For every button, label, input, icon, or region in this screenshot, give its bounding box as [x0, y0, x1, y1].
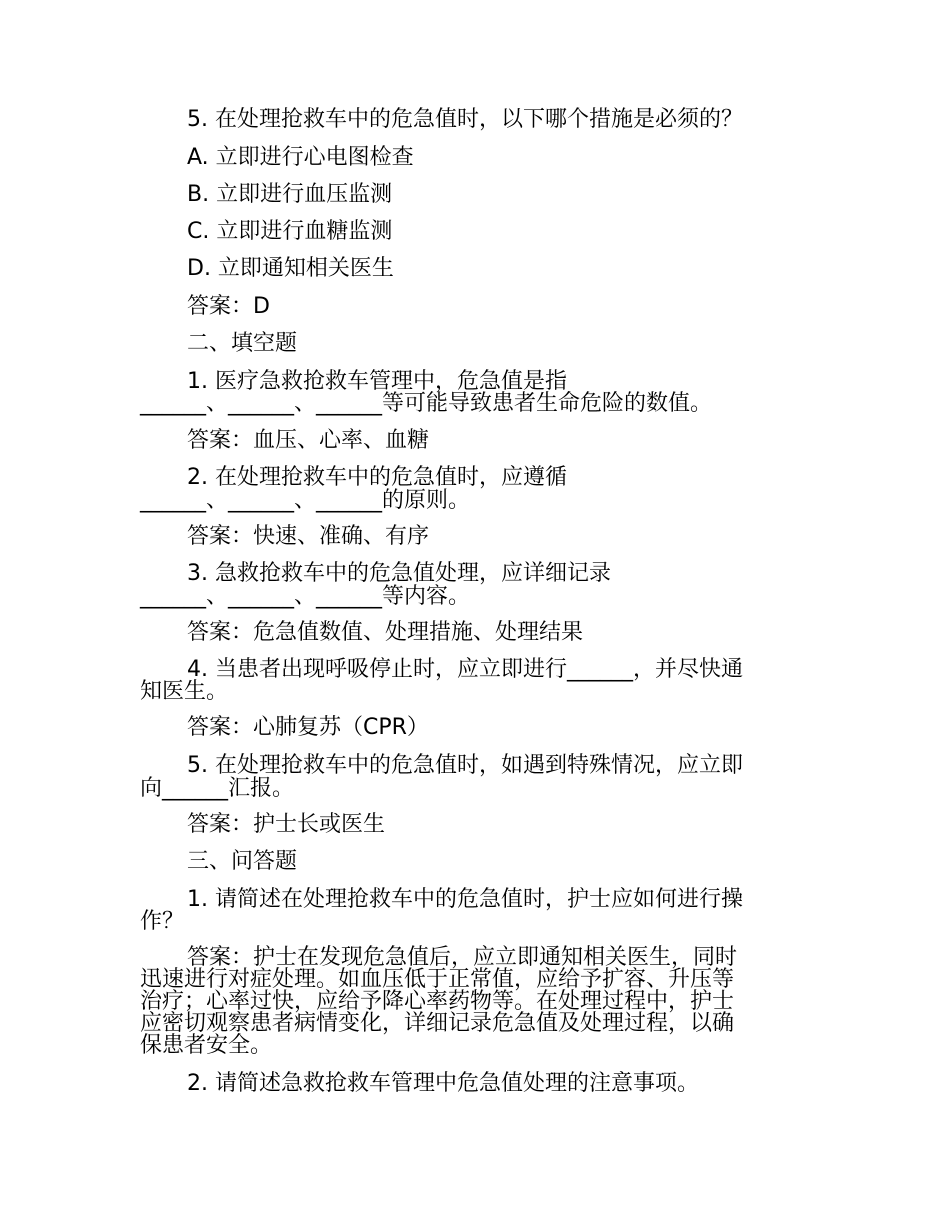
fill-question-5: 5. 在处理抢救车中的危急值时，如遇到特殊情况，应立即 — [187, 753, 743, 778]
essay-answer-line-4: 应密切观察患者病情变化，详细记录危急值及处理过程，以确 — [140, 1011, 735, 1036]
essay-question-2: 2. 请简述急救抢救车管理中危急值处理的注意事项。 — [187, 1071, 699, 1096]
answer-text: 答案：D — [187, 294, 270, 319]
fill-answer-4: 答案：心肺复苏（CPR） — [187, 715, 429, 740]
essay-answer-line-1: 答案：护士在发现危急值后，应立即通知相关医生，同时 — [187, 945, 738, 970]
option-b: B. 立即进行血压监测 — [187, 182, 393, 207]
section-heading-fill-blank: 二、填空题 — [187, 331, 298, 356]
fill-question-2: 2. 在处理抢救车中的危急值时，应遵循 — [187, 465, 567, 490]
fill-question-1-continued: ______、______、______等可能导致患者生命危险的数值。 — [140, 391, 713, 416]
fill-question-4: 4. 当患者出现呼吸停止时，应立即进行______，并尽快通 — [187, 657, 743, 682]
fill-answer-2: 答案：快速、准确、有序 — [187, 524, 430, 549]
essay-answer-line-5: 保患者安全。 — [140, 1033, 273, 1058]
fill-answer-5: 答案：护士长或医生 — [187, 812, 386, 837]
option-a: A. 立即进行心电图检查 — [187, 145, 414, 170]
fill-answer-3: 答案：危急值数值、处理措施、处理结果 — [187, 620, 584, 645]
fill-question-5-continued: 向______汇报。 — [140, 776, 295, 801]
option-d: D. 立即通知相关医生 — [187, 256, 394, 281]
fill-question-3-continued: ______、______、______等内容。 — [140, 584, 471, 609]
essay-answer-line-2: 迅速进行对症处理。如血压低于正常值，应给予扩容、升压等 — [140, 967, 735, 992]
fill-question-4-continued: 知医生。 — [140, 679, 229, 704]
essay-question-1: 1. 请简述在处理抢救车中的危急值时，护士应如何进行操 — [187, 887, 743, 912]
fill-question-2-continued: ______、______、______的原则。 — [140, 488, 471, 513]
option-c: C. 立即进行血糖监测 — [187, 219, 393, 244]
fill-question-1: 1. 医疗急救抢救车管理中，危急值是指 — [187, 369, 567, 394]
fill-question-3: 3. 急救抢救车中的危急值处理，应详细记录 — [187, 561, 611, 586]
fill-answer-1: 答案：血压、心率、血糖 — [187, 428, 430, 453]
section-heading-essay: 三、问答题 — [187, 849, 298, 874]
essay-question-1-continued: 作？ — [140, 909, 185, 934]
essay-answer-line-3: 治疗；心率过快，应给予降心率药物等。在处理过程中，护士 — [140, 989, 735, 1014]
question-text: 5. 在处理抢救车中的危急值时，以下哪个措施是必须的？ — [187, 107, 743, 132]
